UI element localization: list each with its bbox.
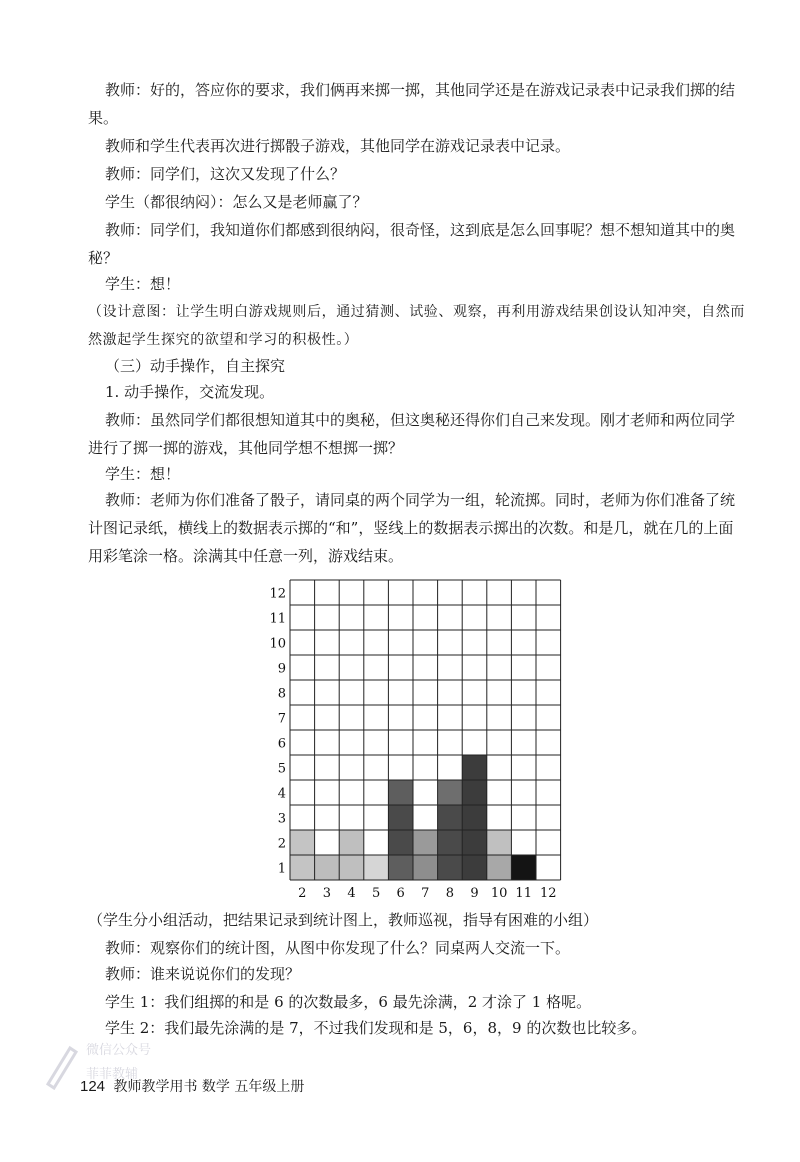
para-design-intent: （设计意图：让学生明白游戏规则后，通过猜测、试验、观察，再利用游戏结果创设认知冲突，自然而然激起学生探究的欲望和学习的积极性。） bbox=[88, 304, 745, 348]
y-tick-label: 2 bbox=[277, 836, 286, 852]
para-student-1: 学生 1：我们组掷的和是 6 的次数最多，6 最先涂满，2 才涂了 1 格呢。 bbox=[105, 993, 592, 1011]
bar-cell-4-1 bbox=[339, 855, 364, 880]
bar-cell-8-3 bbox=[438, 805, 463, 830]
para-group-activity: （学生分小组活动，把结果记录到统计图上，教师巡视，指导有困难的小组） bbox=[88, 911, 599, 929]
bar-cell-8-4 bbox=[438, 780, 463, 805]
x-tick-label: 8 bbox=[445, 886, 455, 898]
x-tick-label: 5 bbox=[371, 886, 381, 898]
bar-cell-9-3 bbox=[462, 805, 487, 830]
sub-heading-1: 1. 动手操作，交流发现。 bbox=[105, 383, 275, 401]
bar-cell-9-5 bbox=[462, 755, 487, 780]
dice-sum-bar-chart bbox=[230, 578, 570, 898]
x-tick-label: 2 bbox=[298, 886, 307, 898]
bar-cell-9-1 bbox=[462, 855, 487, 880]
bar-cell-10-2 bbox=[487, 830, 512, 855]
y-tick-label: 12 bbox=[269, 586, 286, 602]
bar-cell-3-1 bbox=[315, 855, 340, 880]
y-tick-label: 11 bbox=[269, 611, 286, 627]
x-tick-label: 12 bbox=[540, 886, 557, 898]
para-teacher-who: 教师：谁来说说你们的发现？ bbox=[105, 965, 301, 983]
para-student-want-2: 学生：想！ bbox=[105, 465, 181, 483]
bar-cell-10-1 bbox=[487, 855, 512, 880]
watermark-line-2: 菲菲教辅 bbox=[86, 1067, 139, 1082]
y-tick-label: 5 bbox=[277, 761, 286, 777]
bar-cell-8-1 bbox=[438, 855, 463, 880]
para-teacher-instructions: 教师：老师为你们准备了骰子，请同桌的两个同学为一组，轮流掷。同时，老师为你们准备了统计图记录纸，横线上的数据表示掷的“和”，竖线上的数据表示掷出的次数。和是几，就在几的上面用彩笔涂一格。涂满其中任意一列，游戏结束。 bbox=[88, 491, 736, 565]
bar-cell-2-1 bbox=[290, 855, 315, 880]
x-tick-label: 4 bbox=[347, 886, 356, 898]
para-teacher-observe: 教师：观察你们的统计图，从图中你发现了什么？同桌两人交流一下。 bbox=[105, 939, 571, 957]
x-tick-label: 10 bbox=[490, 886, 508, 898]
y-tick-label: 4 bbox=[277, 786, 286, 802]
y-tick-label: 7 bbox=[277, 711, 286, 727]
page-number: 124 bbox=[80, 1078, 106, 1095]
bar-cell-7-1 bbox=[413, 855, 438, 880]
section-heading-3: （三）动手操作，自主探究 bbox=[105, 357, 286, 375]
bar-cell-4-2 bbox=[339, 830, 364, 855]
para-teacher-reply: 教师：好的，答应你的要求，我们俩再来掷一掷，其他同学还是在游戏记录表中记录我们掷的结果。 bbox=[88, 81, 736, 127]
x-tick-label: 9 bbox=[470, 886, 479, 898]
y-tick-label: 10 bbox=[269, 636, 286, 652]
para-student-2: 学生 2：我们最先涂满的是 7，不过我们发现和是 5，6，8，9 的次数也比较多。 bbox=[105, 1019, 647, 1037]
para-student-want: 学生：想！ bbox=[105, 275, 181, 293]
x-tick-label: 11 bbox=[515, 886, 532, 898]
x-tick-label: 6 bbox=[396, 886, 405, 898]
book-title: 教师教学用书 数学 五年级上册 bbox=[113, 1079, 305, 1095]
bar-cell-6-1 bbox=[388, 855, 413, 880]
bar-cell-7-2 bbox=[413, 830, 438, 855]
bar-cell-9-4 bbox=[462, 780, 487, 805]
page-footer bbox=[80, 1076, 304, 1096]
watermark-line-1: 微信公众号 bbox=[86, 1043, 152, 1058]
para-dice-game-again: 教师和学生代表再次进行掷骰子游戏，其他同学在游戏记录表中记录。 bbox=[105, 137, 571, 155]
bar-cell-2-2 bbox=[290, 830, 315, 855]
y-tick-label: 8 bbox=[277, 686, 286, 702]
para-teacher-question: 教师：同学们，这次又发现了什么？ bbox=[105, 165, 346, 183]
y-tick-label: 1 bbox=[277, 861, 286, 877]
para-teacher-discover: 教师：虽然同学们都很想知道其中的奥秘，但这奥秘还得你们自己来发现。刚才老师和两位同学进行了掷一掷的游戏，其他同学想不想掷一掷？ bbox=[88, 411, 736, 457]
y-tick-label: 9 bbox=[277, 661, 286, 677]
bar-cell-11-1 bbox=[511, 855, 536, 880]
para-student-puzzled: 学生（都很纳闷）：怎么又是老师赢了？ bbox=[105, 193, 368, 211]
bar-cell-6-4 bbox=[388, 780, 413, 805]
bar-cell-6-3 bbox=[388, 805, 413, 830]
bar-cell-9-2 bbox=[462, 830, 487, 855]
watermark-pen-icon bbox=[40, 1040, 80, 1090]
x-tick-label: 7 bbox=[421, 886, 430, 898]
bar-cell-8-2 bbox=[438, 830, 463, 855]
y-tick-label: 3 bbox=[277, 811, 286, 827]
bar-cell-5-1 bbox=[364, 855, 389, 880]
x-tick-label: 3 bbox=[322, 886, 332, 898]
para-teacher-mystery: 教师：同学们，我知道你们都感到很纳闷，很奇怪，这到底是怎么回事呢？想不想知道其中的奥秘？ bbox=[88, 221, 736, 267]
bar-cell-6-2 bbox=[388, 830, 413, 855]
y-tick-label: 6 bbox=[277, 736, 286, 752]
